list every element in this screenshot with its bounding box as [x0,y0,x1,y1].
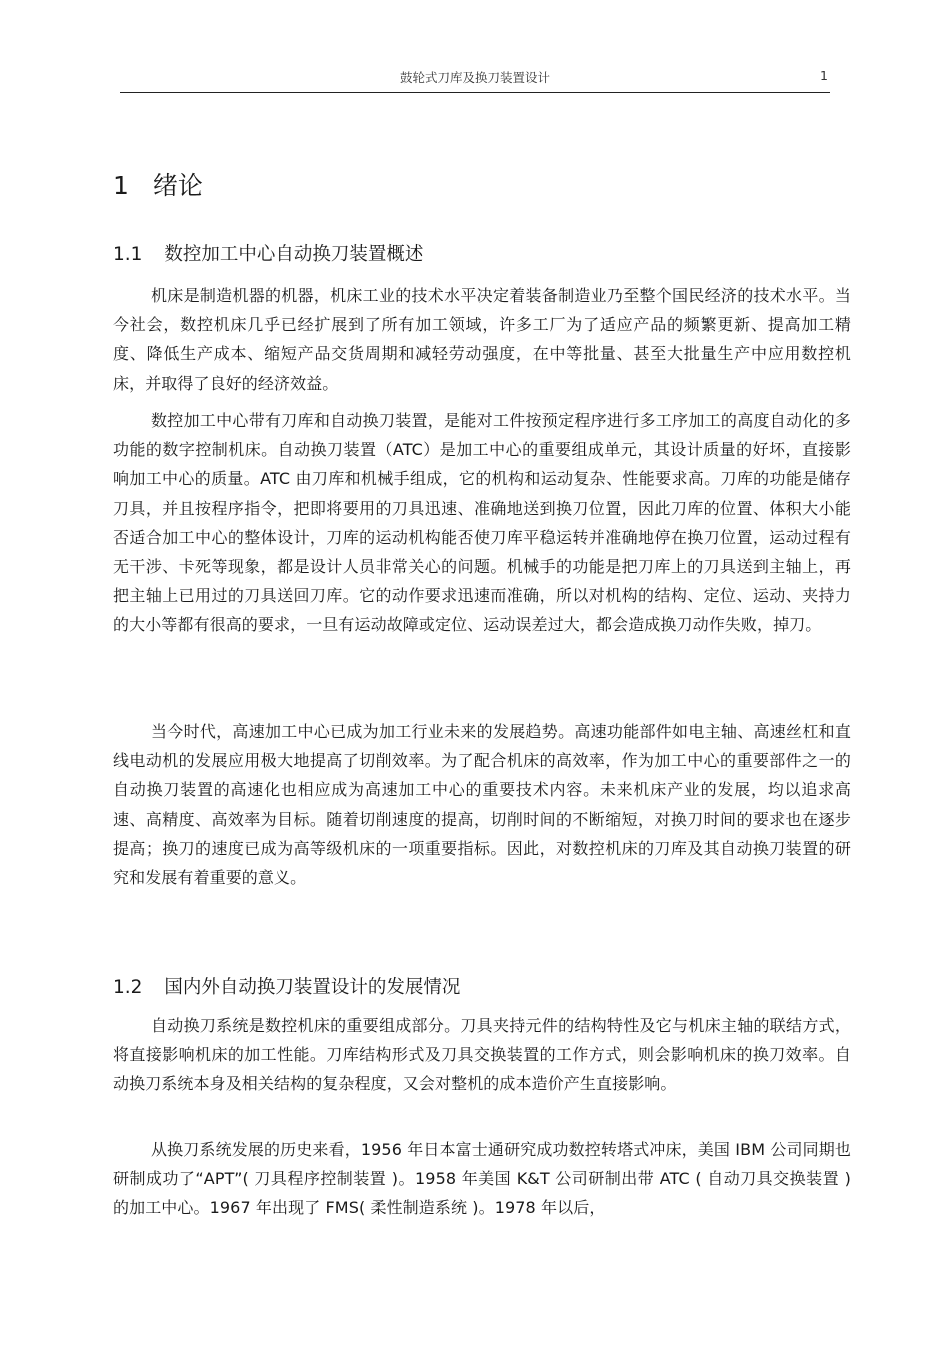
paragraph: 机床是制造机器的机器，机床工业的技术水平决定着装备制造业乃至整个国民经济的技术水平。当今社会，数控机床几乎已经扩展到了所有加工领域，许多工厂为了适应产品的频繁更新、提高加工精度、降低生产成本、缩短产品交货周期和减轻劳动强度，在中等批量、甚至大批量生产中应用数控机床，并取得了良好的经济效益。 [113,286,851,393]
section-title: 数控加工中心自动换刀装置概述 [164,244,424,265]
paragraph: 数控加工中心带有刀库和自动换刀装置，是能对工件按预定程序进行多工序加工的高度自动化的多功能的数字控制机床。自动换刀装置（ATC）是加工中心的重要组成单元，其设计质量的好坏，直接影响加工中心的质量。ATC 由刀库和机械手组成，它的机构和运动复杂、性能要求高。刀库的功能是储存刀具，并且按程序指令，把即将要用的刀具迅速、准确地送到换刀位置，因此刀库的位置、体积大小能否适合加工中心的整体设计，刀库的运动机构能否使刀库平稳运转并准确地停在换刀位置，运动过程有无干涉、卡死等现象，都是设计人员非常关心的问题。机械手的功能是把刀库上的刀具送到主轴上，再把主轴上已用过的刀具送回刀库。它的动作要求迅速而准确，所以对机构的结构、定位、运动、夹持力的大小等都有很高的要求，一旦有运动故障或定位、运动误差过大，都会造成换刀动作失败，掉刀。 [113,411,851,635]
section-number: 1.2 [113,977,143,998]
section-title: 国内外自动换刀装置设计的发展情况 [164,977,461,998]
chapter-title: 绪论 [152,171,203,200]
running-title: 鼓轮式刀库及换刀装置设计 [399,70,550,85]
section-number: 1.1 [113,244,143,265]
paragraph: 自动换刀系统是数控机床的重要组成部分。刀具夹持元件的结构特性及它与机床主轴的联结方式，将直接影响机床的加工性能。刀库结构形式及刀具交换装置的工作方式，则会影响机床的换刀效率。自动换刀系统本身及相关结构的复杂程度，又会对整机的成本造价产生直接影响。 [113,1016,851,1094]
section-heading-1-1 [113,240,423,266]
page-number: 1 [820,68,828,83]
chapter-number: 1 [113,171,129,200]
section-heading-1-2 [113,973,460,999]
paragraph: 从换刀系统发展的历史来看，1956 年日本富士通研究成功数控转塔式冲床，美国 IBM 公司同期也研制成功了“APT”( 刀具程序控制装置 )。1958 年美国 K&T 公司研制出带 ATC ( 自动刀具交换装置 ) 的加工中心。1967 年出现了 FMS( 柔性制造系统 )。1978 年以后， [113,1140,851,1218]
paragraph: 当今时代，高速加工中心已成为加工行业未来的发展趋势。高速功能部件如电主轴、高速丝杠和直线电动机的发展应用极大地提高了切削效率。为了配合机床的高效率，作为加工中心的重要部件之一的自动换刀装置的高速化也相应成为高速加工中心的重要技术内容。未来机床产业的发展，均以追求高速、高精度、高效率为目标。随着切削速度的提高，切削时间的不断缩短，对换刀时间的要求也在逐步提高；换刀的速度已成为高等级机床的一项重要指标。因此，对数控机床的刀库及其自动换刀装置的研究和发展有着重要的意义。 [113,722,851,888]
running-header [120,64,830,93]
chapter-heading [113,166,203,202]
